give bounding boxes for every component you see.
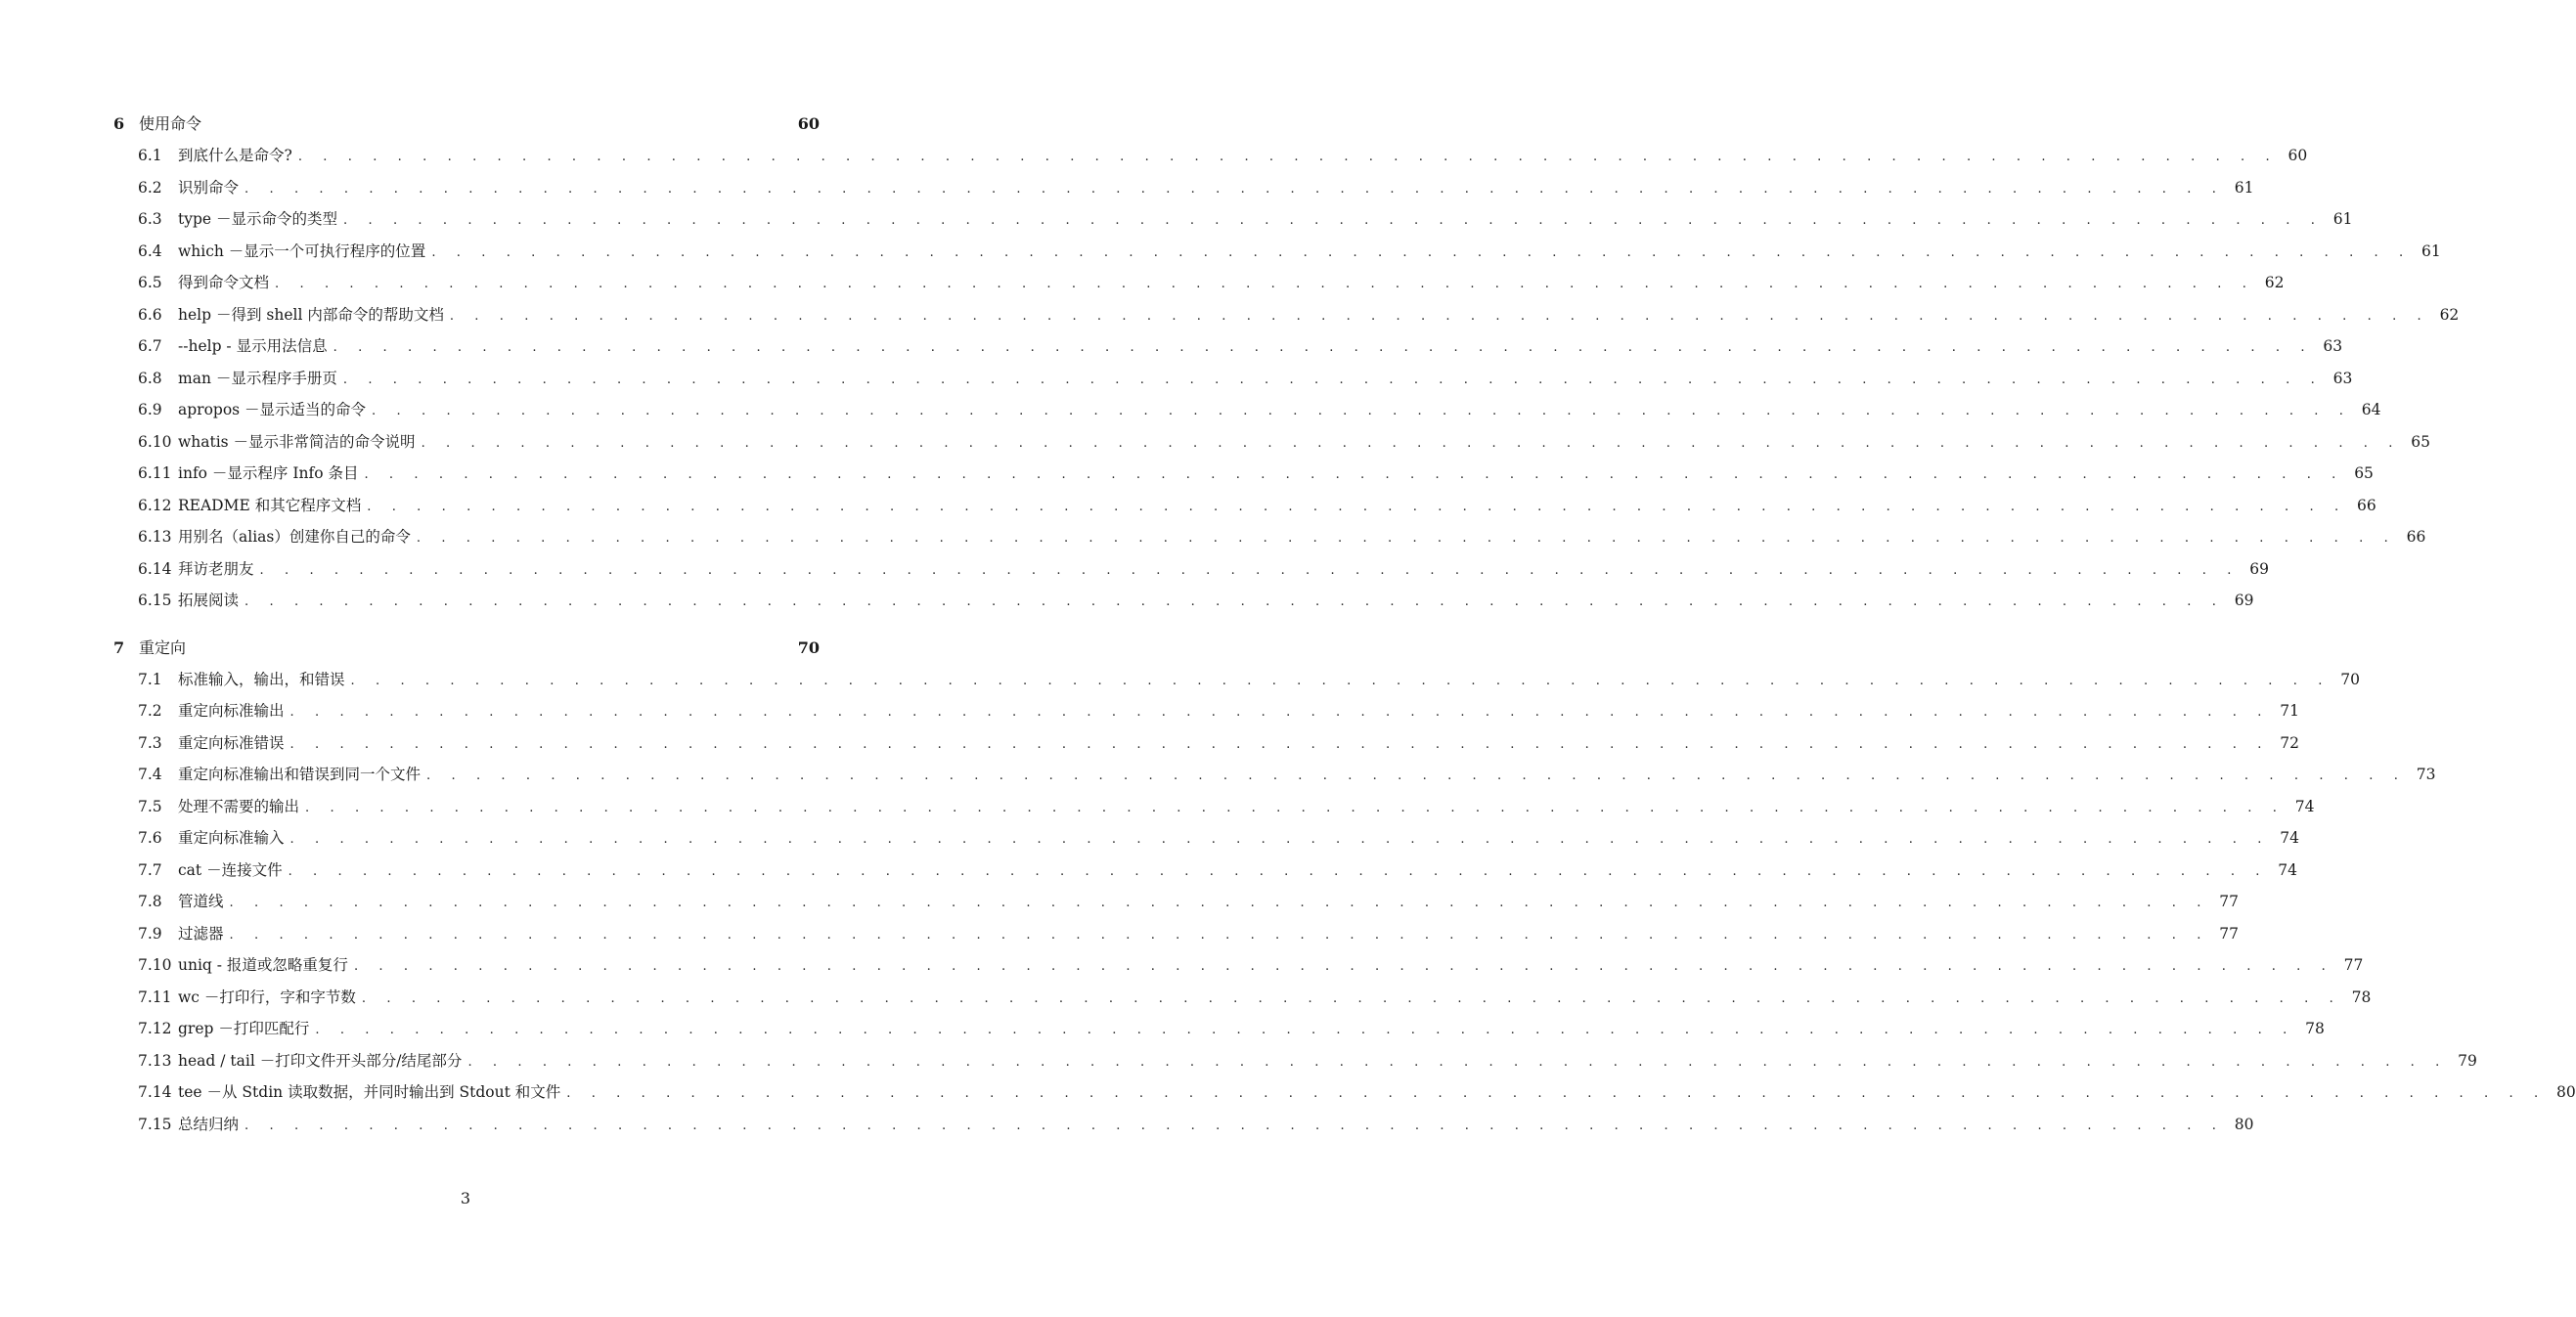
section-number: 7.5: [138, 797, 162, 815]
toc-section-entry[interactable]: [113, 949, 2364, 982]
chapter-gap: [113, 617, 820, 632]
section-title: 重定向标准输出和错误到同一个文件: [178, 759, 426, 791]
section-page-number: 69: [2249, 559, 2269, 578]
chapter-page-number: 60: [797, 114, 820, 133]
toc-section-entry[interactable]: [113, 172, 2254, 204]
section-number: 7.3: [138, 733, 162, 752]
dot-leader: . . . . . . . . . . . . . . . . . . . . . . . . . . . . . . . . . . . . . . . . . . . . . . . . . . . . . . . . . . . . . . . . . . . . . . . . . . . . . . . .: [244, 1118, 2225, 1133]
section-title: 管道线: [178, 886, 230, 918]
section-number: 6.12: [138, 496, 172, 514]
section-page-number: 63: [2332, 369, 2353, 387]
dot-leader: . . . . . . . . . . . . . . . . . . . . . . . . . . . . . . . . . . . . . . . . . . . . . . . . . . . . . . . . . . . . . . . . . . . . . . . . . . . . . . . .: [367, 499, 2347, 514]
section-page-number: 74: [2278, 860, 2298, 879]
dot-leader: . . . . . . . . . . . . . . . . . . . . . . . . . . . . . . . . . . . . . . . . . . . . . . . . . . . . . . . . . . . . . . . . . . . . . . . . . . . . . . . .: [305, 800, 2286, 815]
dot-leader: . . . . . . . . . . . . . . . . . . . . . . . . . . . . . . . . . . . . . . . . . . . . . . . . . . . . . . . . . . . . . . . . . . . . . . . . . . . . . . . .: [289, 832, 2270, 847]
toc-section-entry[interactable]: [113, 822, 2299, 855]
toc-section-entry[interactable]: [113, 585, 2254, 617]
toc-section-entry[interactable]: [113, 426, 2431, 459]
page-footer-number: 3: [460, 1189, 471, 1207]
section-title: 拜访老朋友: [178, 553, 260, 586]
section-number: 6.15: [138, 592, 172, 609]
section-number: 6.3: [138, 210, 162, 228]
section-number: 7.13: [138, 1051, 172, 1070]
section-number: 6.5: [138, 274, 162, 291]
section-page-number: 60: [2287, 147, 2308, 164]
toc-section-entry[interactable]: [113, 727, 2299, 760]
section-page-number: 77: [2219, 924, 2239, 943]
section-page-number: 70: [2340, 670, 2360, 688]
section-title: 总结归纳: [178, 1109, 244, 1141]
toc-section-entry[interactable]: [113, 458, 2374, 490]
section-page-number: 65: [2354, 464, 2374, 482]
section-number: 7.8: [138, 893, 162, 910]
section-title: wc －打印行，字和字节数: [178, 982, 362, 1014]
section-number: 6.2: [138, 178, 162, 197]
toc-section-entry[interactable]: [113, 330, 2343, 363]
dot-leader: . . . . . . . . . . . . . . . . . . . . . . . . . . . . . . . . . . . . . . . . . . . . . . . . . . . . . . . . . . . . . . . . . . . . . . . . . . . . . . . .: [449, 308, 2430, 324]
section-page-number: 62: [2264, 274, 2285, 291]
dot-leader: . . . . . . . . . . . . . . . . . . . . . . . . . . . . . . . . . . . . . . . . . . . . . . . . . . . . . . . . . . . . . . . . . . . . . . . . . . . . . . . .: [343, 213, 2324, 228]
section-number: 7.7: [138, 860, 162, 879]
section-page-number: 69: [2234, 592, 2254, 609]
section-title: 用别名（alias）创建你自己的命令: [178, 521, 417, 553]
section-page-number: 72: [2280, 733, 2299, 752]
section-title: 得到命令文档: [178, 267, 275, 299]
toc-section-entry[interactable]: [113, 490, 2376, 522]
section-title: 重定向标准输入: [178, 822, 290, 855]
section-page-number: 74: [2280, 829, 2299, 847]
dot-leader: . . . . . . . . . . . . . . . . . . . . . . . . . . . . . . . . . . . . . . . . . . . . . . . . . . . . . . . . . . . . . . . . . . . . . . . . . . . . . . . .: [426, 768, 2407, 783]
toc-section-entry[interactable]: [113, 1013, 2325, 1045]
toc-section-entry[interactable]: [113, 1076, 2576, 1109]
section-page-number: 61: [2332, 210, 2353, 228]
dot-leader: . . . . . . . . . . . . . . . . . . . . . . . . . . . . . . . . . . . . . . . . . . . . . . . . . . . . . . . . . . . . . . . . . . . . . . . . . . . . . . . .: [244, 181, 2225, 197]
section-page-number: 73: [2416, 766, 2436, 783]
dot-leader: . . . . . . . . . . . . . . . . . . . . . . . . . . . . . . . . . . . . . . . . . . . . . . . . . . . . . . . . . . . . . . . . . . . . . . . . . . . . . . . .: [364, 467, 2344, 482]
section-page-number: 71: [2280, 702, 2299, 720]
toc-section-entry[interactable]: [113, 982, 2372, 1014]
dot-leader: . . . . . . . . . . . . . . . . . . . . . . . . . . . . . . . . . . . . . . . . . . . . . . . . . . . . . . . . . . . . . . . . . . . . . . . . . . . . . . . .: [288, 863, 2269, 879]
toc-section-entry[interactable]: [113, 363, 2353, 395]
section-page-number: 77: [2219, 893, 2239, 910]
toc-section-entry[interactable]: [113, 664, 2360, 696]
section-number: 6.13: [138, 528, 172, 546]
section-number: 7.10: [138, 956, 172, 974]
section-title: grep －打印匹配行: [178, 1013, 315, 1045]
section-title: which －显示一个可执行程序的位置: [178, 236, 431, 268]
section-title: 识别命令: [178, 172, 244, 204]
toc-section-entry[interactable]: [113, 1109, 2254, 1141]
toc-section-entry[interactable]: [113, 1045, 2477, 1077]
toc-section-entry[interactable]: [113, 236, 2441, 268]
section-number: 6.14: [138, 559, 172, 578]
dot-leader: . . . . . . . . . . . . . . . . . . . . . . . . . . . . . . . . . . . . . . . . . . . . . . . . . . . . . . . . . . . . . . . . . . . . . . . . . . . . . . . .: [431, 244, 2412, 260]
section-page-number: 80: [2555, 1083, 2576, 1101]
section-title: 重定向标准输出: [178, 695, 290, 727]
section-page-number: 77: [2343, 956, 2364, 974]
section-page-number: 79: [2458, 1051, 2477, 1070]
section-page-number: 66: [2356, 496, 2376, 514]
toc-chapter-entry[interactable]: [113, 632, 820, 664]
section-title: apropos －显示适当的命令: [178, 394, 372, 426]
section-number: 7.4: [138, 766, 162, 783]
section-page-number: 62: [2439, 305, 2460, 324]
section-title: uniq - 报道或忽略重复行: [178, 949, 354, 982]
dot-leader: . . . . . . . . . . . . . . . . . . . . . . . . . . . . . . . . . . . . . . . . . . . . . . . . . . . . . . . . . . . . . . . . . . . . . . . . . . . . . . . .: [244, 594, 2225, 609]
dot-leader: . . . . . . . . . . . . . . . . . . . . . . . . . . . . . . . . . . . . . . . . . . . . . . . . . . . . . . . . . . . . . . . . . . . . . . . . . . . . . . . .: [342, 372, 2324, 387]
section-title: help －得到 shell 内部命令的帮助文档: [178, 299, 450, 331]
section-page-number: 64: [2361, 401, 2381, 418]
table-of-contents: [113, 108, 2576, 1140]
chapter-page-number: 70: [797, 637, 820, 657]
section-page-number: 78: [2305, 1020, 2325, 1037]
section-title: whatis －显示非常简洁的命令说明: [178, 426, 422, 459]
dot-leader: . . . . . . . . . . . . . . . . . . . . . . . . . . . . . . . . . . . . . . . . . . . . . . . . . . . . . . . . . . . . . . . . . . . . . . . . . . . . . . . .: [229, 927, 2209, 943]
dot-leader: . . . . . . . . . . . . . . . . . . . . . . . . . . . . . . . . . . . . . . . . . . . . . . . . . . . . . . . . . . . . . . . . . . . . . . . . . . . . . . . .: [421, 435, 2402, 451]
section-title: 拓展阅读: [178, 585, 244, 617]
toc-section-entry[interactable]: [113, 267, 2285, 299]
section-number: 6.1: [138, 147, 162, 164]
dot-leader: . . . . . . . . . . . . . . . . . . . . . . . . . . . . . . . . . . . . . . . . . . . . . . . . . . . . . . . . . . . . . . . . . . . . . . . . . . . . . . . .: [350, 673, 2331, 688]
toc-chapter-entry[interactable]: [113, 108, 820, 140]
section-page-number: 74: [2294, 797, 2315, 815]
section-title: cat －连接文件: [178, 855, 289, 887]
section-number: 7.6: [138, 829, 162, 847]
dot-leader: . . . . . . . . . . . . . . . . . . . . . . . . . . . . . . . . . . . . . . . . . . . . . . . . . . . . . . . . . . . . . . . . . . . . . . . . . . . . . . . .: [289, 736, 2270, 752]
toc-section-entry[interactable]: [113, 299, 2460, 331]
section-number: 6.11: [138, 464, 172, 482]
dot-leader: . . . . . . . . . . . . . . . . . . . . . . . . . . . . . . . . . . . . . . . . . . . . . . . . . . . . . . . . . . . . . . . . . . . . . . . . . . . . . . . .: [467, 1054, 2448, 1070]
toc-section-entry[interactable]: [113, 759, 2436, 791]
toc-section-entry[interactable]: [113, 886, 2239, 918]
toc-section-entry[interactable]: [113, 521, 2426, 553]
section-number: 7.11: [138, 988, 172, 1006]
dot-leader: . . . . . . . . . . . . . . . . . . . . . . . . . . . . . . . . . . . . . . . . . . . . . . . . . . . . . . . . . . . . . . . . . . . . . . . . . . . . . . . .: [372, 404, 2352, 418]
dot-leader: . . . . . . . . . . . . . . . . . . . . . . . . . . . . . . . . . . . . . . . . . . . . . . . . . . . . . . . . . . . . . . . . . . . . . . . . . . . . . . . .: [361, 990, 2342, 1006]
section-number: 6.6: [138, 305, 162, 324]
section-page-number: 63: [2323, 337, 2343, 355]
section-number: 6.4: [138, 241, 162, 260]
section-number: 6.9: [138, 401, 162, 418]
section-page-number: 61: [2234, 178, 2254, 197]
section-title: type －显示命令的类型: [178, 203, 343, 236]
section-page-number: 61: [2421, 241, 2441, 260]
section-page-number: 65: [2411, 432, 2431, 451]
section-number: 7.14: [138, 1083, 172, 1101]
section-title: README 和其它程序文档: [178, 490, 367, 522]
section-title: 标准输入，输出，和错误: [178, 664, 351, 696]
section-number: 7.12: [138, 1020, 172, 1037]
toc-section-entry[interactable]: [113, 203, 2353, 236]
dot-leader: . . . . . . . . . . . . . . . . . . . . . . . . . . . . . . . . . . . . . . . . . . . . . . . . . . . . . . . . . . . . . . . . . . . . . . . . . . . . . . . .: [333, 340, 2314, 355]
section-title: tee －从 Stdin 读取数据，并同时输出到 Stdout 和文件: [178, 1076, 566, 1109]
toc-section-entry[interactable]: [113, 394, 2381, 426]
section-number: 6.7: [138, 337, 162, 355]
toc-section-entry[interactable]: [113, 140, 2308, 172]
dot-leader: . . . . . . . . . . . . . . . . . . . . . . . . . . . . . . . . . . . . . . . . . . . . . . . . . . . . . . . . . . . . . . . . . . . . . . . . . . . . . . . .: [289, 705, 2270, 720]
section-title: 处理不需要的输出: [178, 791, 305, 823]
section-number: 7.1: [138, 670, 162, 688]
section-title: man －显示程序手册页: [178, 363, 343, 395]
dot-leader: . . . . . . . . . . . . . . . . . . . . . . . . . . . . . . . . . . . . . . . . . . . . . . . . . . . . . . . . . . . . . . . . . . . . . . . . . . . . . . . .: [315, 1023, 2295, 1037]
dot-leader: . . . . . . . . . . . . . . . . . . . . . . . . . . . . . . . . . . . . . . . . . . . . . . . . . . . . . . . . . . . . . . . . . . . . . . . . . . . . . . . .: [416, 531, 2397, 546]
dot-leader: . . . . . . . . . . . . . . . . . . . . . . . . . . . . . . . . . . . . . . . . . . . . . . . . . . . . . . . . . . . . . . . . . . . . . . . . . . . . . . . .: [297, 150, 2279, 164]
dot-leader: . . . . . . . . . . . . . . . . . . . . . . . . . . . . . . . . . . . . . . . . . . . . . . . . . . . . . . . . . . . . . . . . . . . . . . . . . . . . . . . .: [353, 959, 2334, 974]
chapter-title: 使用命令: [139, 114, 202, 133]
section-title: head / tail －打印文件开头部分/结尾部分: [178, 1045, 467, 1077]
toc-section-entry[interactable]: [113, 918, 2239, 950]
section-number: 6.10: [138, 432, 172, 451]
dot-leader: . . . . . . . . . . . . . . . . . . . . . . . . . . . . . . . . . . . . . . . . . . . . . . . . . . . . . . . . . . . . . . . . . . . . . . . . . . . . . . . .: [229, 896, 2209, 910]
section-page-number: 78: [2351, 988, 2372, 1006]
chapter-number: 7: [113, 637, 125, 657]
chapter-number: 6: [113, 114, 125, 133]
section-title: 到底什么是命令?: [178, 140, 298, 172]
toc-section-entry[interactable]: [113, 553, 2269, 586]
section-title: 过滤器: [178, 918, 230, 950]
chapter-title: 重定向: [139, 637, 187, 657]
section-number: 7.9: [138, 924, 162, 943]
dot-leader: . . . . . . . . . . . . . . . . . . . . . . . . . . . . . . . . . . . . . . . . . . . . . . . . . . . . . . . . . . . . . . . . . . . . . . . . . . . . . . . .: [275, 277, 2255, 291]
toc-section-entry[interactable]: [113, 855, 2298, 887]
dot-leader: . . . . . . . . . . . . . . . . . . . . . . . . . . . . . . . . . . . . . . . . . . . . . . . . . . . . . . . . . . . . . . . . . . . . . . . . . . . . . . . .: [259, 562, 2240, 578]
section-page-number: 66: [2406, 528, 2426, 546]
dot-leader: . . . . . . . . . . . . . . . . . . . . . . . . . . . . . . . . . . . . . . . . . . . . . . . . . . . . . . . . . . . . . . . . . . . . . . . . . . . . . . . .: [566, 1086, 2547, 1101]
section-title: --help - 显示用法信息: [178, 330, 333, 363]
toc-section-entry[interactable]: [113, 695, 2299, 727]
section-page-number: 80: [2234, 1115, 2254, 1133]
section-number: 7.15: [138, 1115, 172, 1133]
section-title: 重定向标准错误: [178, 727, 290, 760]
section-title: info －显示程序 Info 条目: [178, 458, 364, 490]
section-number: 6.8: [138, 369, 162, 387]
section-number: 7.2: [138, 702, 162, 720]
toc-section-entry[interactable]: [113, 791, 2315, 823]
